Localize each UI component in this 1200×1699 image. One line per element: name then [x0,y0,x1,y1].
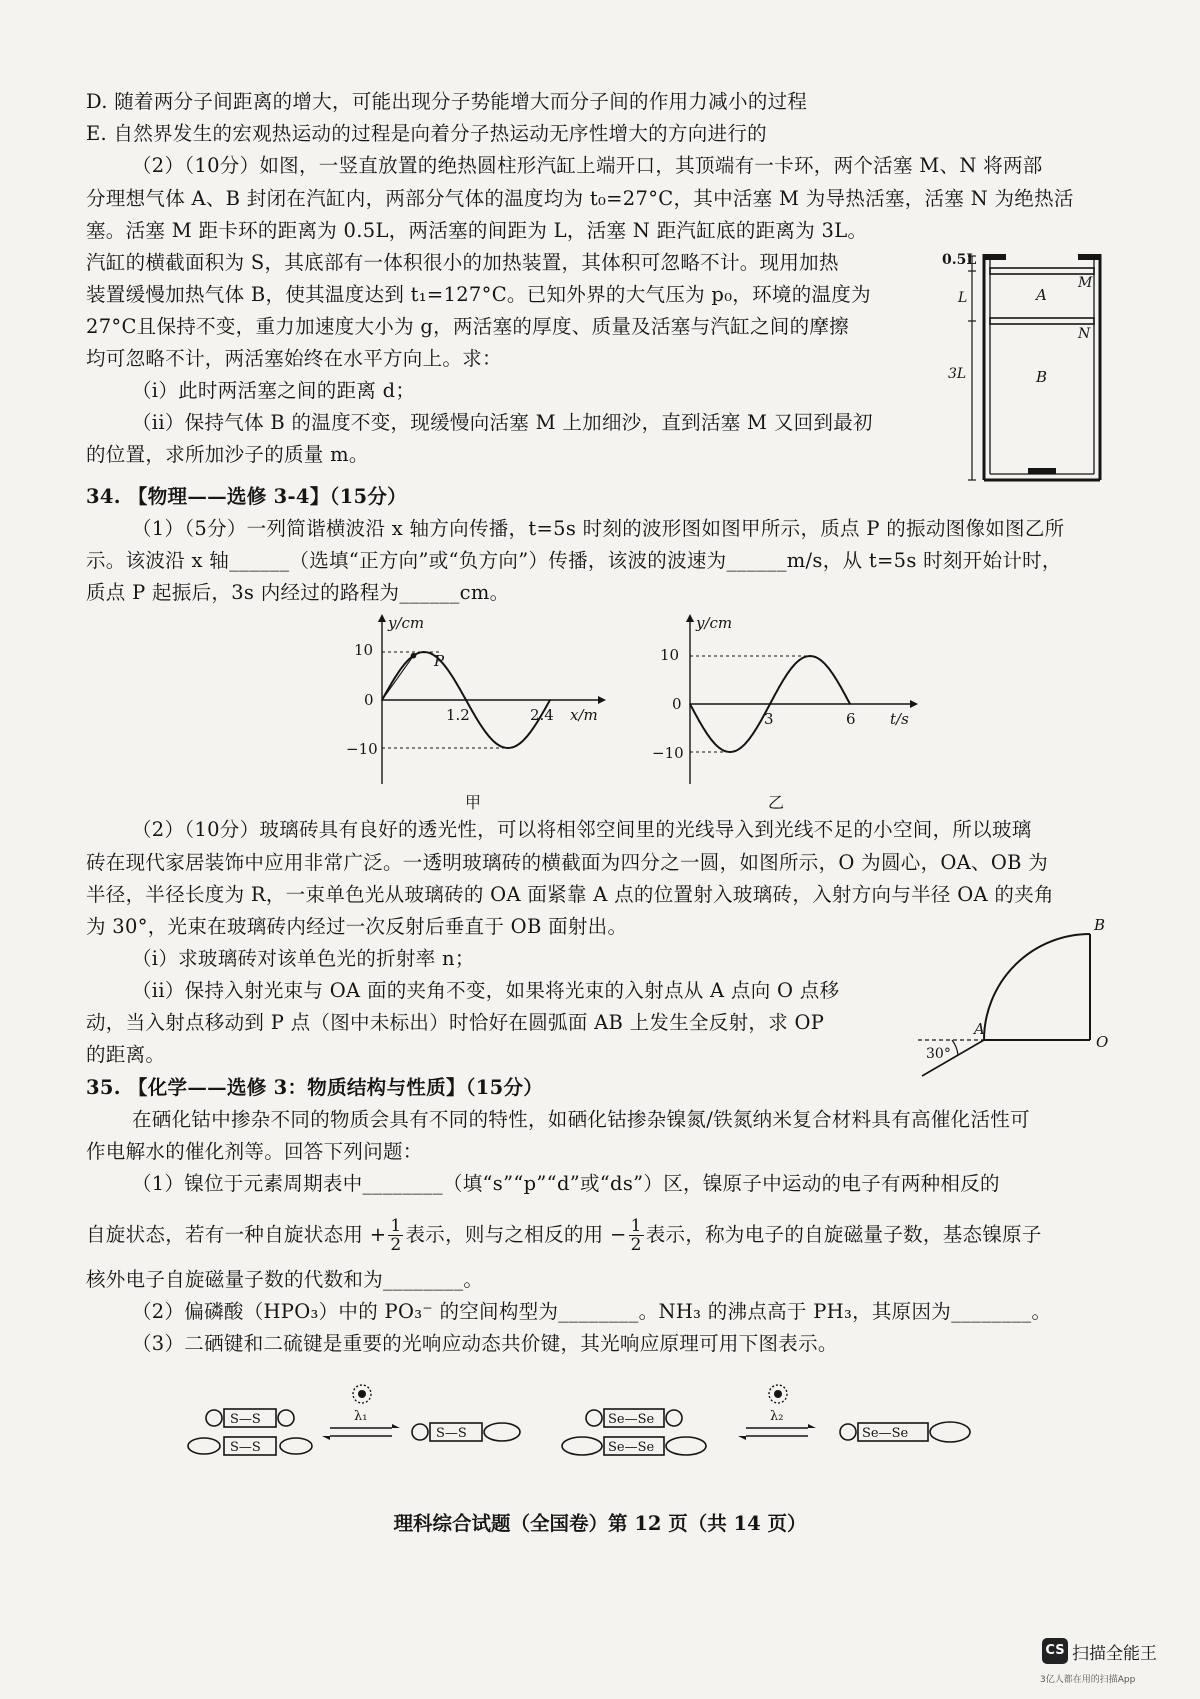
dim-05L: 0.5L [942,252,977,268]
gas-b-label: B [1036,368,1048,386]
svg-text:Se—Se: Se—Se [862,1426,909,1441]
svg-text:S—S: S—S [230,1440,261,1455]
jia-data-point [507,747,509,749]
fraction-half: $\frac{1}{2}$ [390,1216,402,1255]
page-footer: 理科综合试题（全国卷）第 12 页（共 14 页） [393,1512,807,1535]
jia-ylabel: y/cm [388,614,425,632]
scanner-watermark [1042,1638,1157,1664]
q35-2-text: （2）偏磷酸（HPO₃）中的 PO₃⁻ 的空间构型为________。NH₃ 的沸点高于 PH₃，其原因为________。 [132,1300,1052,1323]
jia-data-point [549,699,551,701]
piston-n-label: N [1078,326,1091,342]
q35-1-part: 自旋状态，若有一种自旋状态用 + [86,1223,387,1246]
glass-angle-label: 30° [926,1046,951,1062]
q33-2-text: 汽缸的横截面积为 S，其底部有一体积很小的加热装置，其体积可忽略不计。现用加热 [86,251,839,274]
jia-point-p-label: P [434,652,445,670]
q33-2-text: 27°C且保持不变，重力加速度大小为 g，两活塞的厚度、质量及活塞与汽缸之间的摩擦 [86,315,849,338]
svg-text:S—S: S—S [436,1426,467,1441]
jia-data-point [423,651,425,653]
option-d: D. 随着两分子间距离的增大，可能出现分子势能增大而分子间的作用力减小的过程 [86,90,808,113]
yi-ylabel: y/cm [696,614,733,632]
q34-2-text: 砖在现代家居装饰中应用非常广泛。一透明玻璃砖的横截面为四分之一圆，如图所示，O 为圆心，OA、OB 为 [86,851,1049,874]
q33-2-ii: 的位置，求所加沙子的质量 m。 [86,443,369,466]
q35-1-text [86,1215,1042,1255]
yi-ytick-zero: 0 [672,695,682,713]
jia-data-point [486,733,488,735]
svg-text:Se—Se: Se—Se [608,1440,655,1455]
bond-reaction-diagram [180,1372,1060,1472]
yi-data-point [709,737,711,739]
sese-monomer [840,1422,970,1442]
jia-xtick-2: 2.4 [530,706,554,724]
q33-2-i: （i）此时两活塞之间的距离 d； [132,379,416,402]
yi-axes [686,614,918,784]
dim-3L: 3L [948,366,967,382]
yi-data-point [749,737,751,739]
q35-1-text: 核外电子自旋磁量子数的代数和为________。 [86,1268,484,1291]
q35-heading: 35. 【化学——选修 3：物质结构与性质】（15分） [86,1076,544,1099]
yi-ytick-top: 10 [660,646,680,664]
yi-xlabel: t/s [890,710,909,728]
yi-data-point [829,669,831,671]
light-bulb-icon [769,1385,787,1403]
svg-text:λ₂: λ₂ [770,1409,784,1424]
yi-data-point [729,751,731,753]
ss-dimer [188,1409,312,1455]
q34-2-text: 为 30°，光束在玻璃砖内经过一次反射后垂直于 OB 面射出。 [86,915,628,938]
q35-1-part: 表示，则与之相反的用 − [405,1223,627,1246]
q35-1-text: （1）镍位于元素周期表中________（填“s”“p”“d”或“ds”）区，镍原子中运动的电子有两种相反的 [132,1172,1000,1195]
jia-data-point [444,665,446,667]
equilibrium-arrow-2 [738,1409,816,1440]
q35-1-part: 表示，称为电子的自旋磁量子数，基态镍原子 [645,1223,1042,1246]
wave-chart-yi [638,612,928,812]
q34-1-text: （1）（5分）一列简谐横波沿 x 轴方向传播，t=5s 时刻的波形图如图甲所示，质点 P 的振动图像如图乙所 [132,517,1065,540]
q33-2-text: 装置缓慢加热气体 B，使其温度达到 t₁=127°C。已知外界的大气压为 p₀，环境的温度为 [86,283,871,306]
q33-2-text: 均可忽略不计，两活塞始终在水平方向上。求： [86,347,502,370]
equilibrium-arrow-1 [322,1409,400,1440]
q34-2-ii: 的距离。 [86,1043,166,1066]
gas-a-label: A [1036,286,1047,304]
glass-label-o: O [1096,1033,1109,1051]
jia-caption: 甲 [465,793,482,812]
svg-text:S—S: S—S [230,1412,261,1427]
q34-1-text: 质点 P 起振后，3s 内经过的路程为______cm。 [86,581,510,604]
q34-1-text: 示。该波沿 x 轴______（选填“正方向”或“负方向”）传播，该波的波速为______m/s，从 t=5s 时刻开始计时， [86,549,1062,572]
yi-data-point [769,703,771,705]
wave-chart-jia [330,612,610,812]
scanner-logo-icon: CS [1042,1638,1068,1664]
jia-ytick-bottom: −10 [346,740,378,758]
q35-intro: 在硒化钴中掺杂不同的物质会具有不同的特性，如硒化钴掺杂镍氮/铁氮纳米复合材料具有高催化活性可 [132,1108,1030,1131]
light-bulb-icon [353,1385,371,1403]
yi-data-point [849,703,851,705]
dim-L: L [958,290,968,306]
q33-2-text: 分理想气体 A、B 封闭在汽缸内，两部分气体的温度均为 t₀=27°C，其中活塞 M 为导热活塞，活塞 N 为绝热活 [86,187,1074,210]
piston-m-label: M [1078,275,1093,291]
scanner-tagline: 3亿人都在用的扫描App [1040,1675,1136,1685]
svg-text:λ₁: λ₁ [354,1409,368,1424]
svg-text:Se—Se: Se—Se [608,1412,655,1427]
cylinder-figure [942,248,1148,488]
jia-data-point [402,665,404,667]
q34-heading: 34. 【物理——选修 3-4】（15分） [86,485,407,508]
q34-2-text: （2）（10分）玻璃砖具有良好的透光性，可以将相邻空间里的光线导入到光线不足的小空间，所以玻璃 [132,818,1032,841]
scanner-app-name: 扫描全能王 [1072,1643,1157,1664]
q34-2-ii: 动，当入射点移动到 P 点（图中未标出）时恰好在圆弧面 AB 上发生全反射，求 OP [86,1011,825,1034]
jia-data-point [381,699,383,701]
sese-dimer [562,1409,706,1455]
yi-data-point [809,655,811,657]
yi-data-point [689,703,691,705]
q34-2-i: （i）求玻璃砖对该单色光的折射率 n； [132,947,475,970]
q34-2-text: 半径，半径长度为 R，一束单色光从玻璃砖的 OA 面紧靠 A 点的位置射入玻璃砖，入射方向与半径 OA 的夹角 [86,883,1054,906]
q33-2-text: （2）（10分）如图，一竖直放置的绝热圆柱形汽缸上端开口，其顶端有一卡环，两个活塞 M、N 将两部 [132,154,1043,177]
jia-point-p [411,653,417,659]
yi-ytick-bottom: −10 [652,744,684,762]
jia-ytick-top: 10 [354,641,374,659]
yi-xtick-1: 3 [764,710,774,728]
jia-ytick-zero: 0 [364,691,374,709]
q35-intro: 作电解水的催化剂等。回答下列问题： [86,1140,423,1163]
glass-label-a: A [974,1020,985,1038]
ss-monomer [412,1423,520,1441]
jia-data-point [528,733,530,735]
glass-label-b: B [1094,916,1106,934]
q35-3-text: （3）二硒键和二硫键是重要的光响应动态共价键，其光响应原理可用下图表示。 [132,1332,838,1355]
yi-data-point [789,669,791,671]
jia-data-point [465,699,467,701]
glass-brick-figure [908,912,1128,1082]
option-e: E. 自然界发生的宏观热运动的过程是向着分子热运动无序性增大的方向进行的 [86,122,767,145]
jia-axes [378,614,606,784]
yi-caption: 乙 [768,793,785,812]
q33-2-text: 塞。活塞 M 距卡环的距离为 0.5L，两活塞的间距为 L，活塞 N 距汽缸底的距离为 3L。 [86,219,868,242]
jia-xtick-1: 1.2 [446,706,470,724]
fraction-half: $\frac{1}{2}$ [630,1216,642,1255]
yi-xtick-2: 6 [846,710,856,728]
q34-2-ii: （ii）保持入射光束与 OA 面的夹角不变，如果将光束的入射点从 A 点向 O 点移 [132,979,840,1002]
jia-xlabel: x/m [570,706,598,724]
q33-2-ii: （ii）保持气体 B 的温度不变，现缓慢向活塞 M 上加细沙，直到活塞 M 又回到最初 [132,411,873,434]
